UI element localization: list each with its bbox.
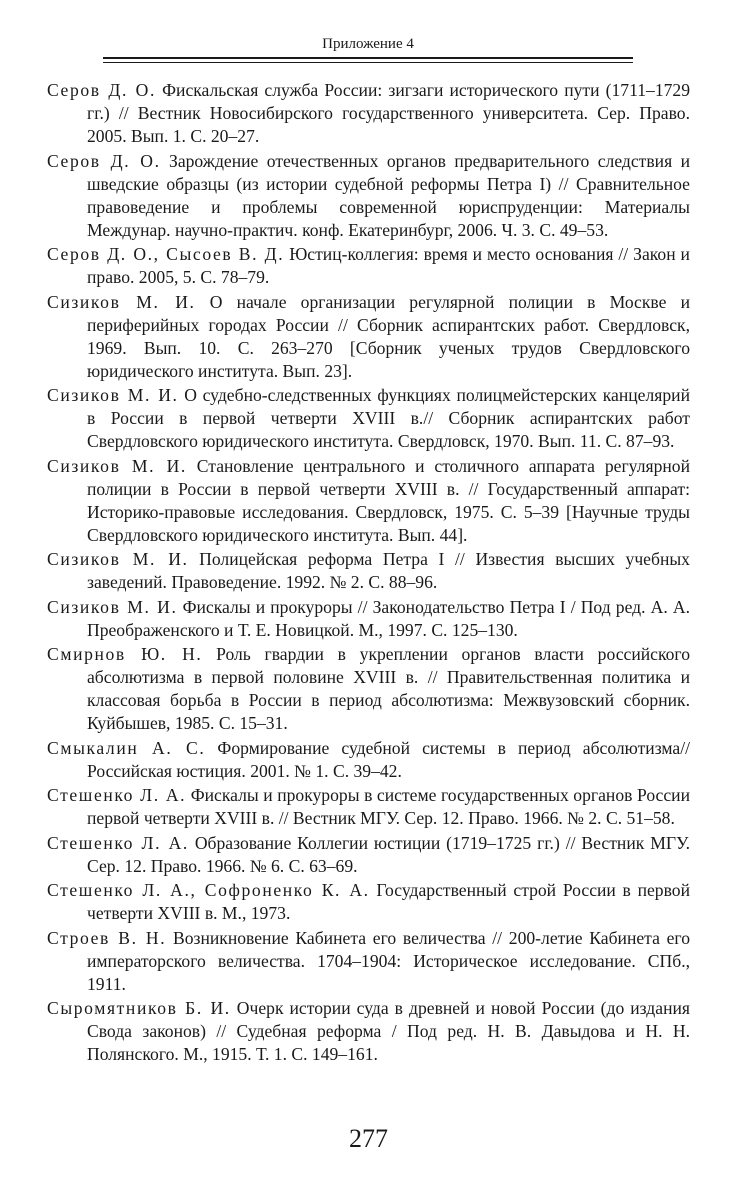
- bibliography-entry: [47, 291, 690, 383]
- entry-text: Фискалы и прокуроры в системе государственных органов России первой четверти XVIII в. // Вестник МГУ. Сер. 12. Право. 1966. № 2. С. 51–58.: [87, 785, 691, 828]
- entry-author: Серов Д. О.: [47, 80, 156, 100]
- entry-text: Образование Коллегии юстиции (1719–1725 гг.) // Вестник МГУ. Сер. 12. Право. 1966. № 6. С. 63–69.: [87, 832, 691, 876]
- entry-text: Зарождение отечественных органов предварительного следствия и шведские образцы (из истории судебной реформы Петра I) // Сравнительное правоведение и проблемы современной юриспруденции: Материалы Междунар. научно-практич. конф. Екатеринбург, 2006. Ч. 3. С. 49–53.: [87, 150, 690, 240]
- bibliography-entry: [47, 737, 690, 783]
- bibliography-entry: [47, 455, 690, 547]
- bibliography-entry: [47, 384, 690, 453]
- entry-text: Юстиц-коллегия: время и место основания // Закон и право. 2005, 5. С. 78–79.: [87, 244, 690, 287]
- entry-text: Полицейская реформа Петра I // Известия высших учебных заведений. Правоведение. 1992. № 2. С. 88–96.: [87, 549, 690, 592]
- running-header: Приложение 4: [322, 36, 414, 52]
- bibliography-list: [47, 79, 690, 1068]
- page-number: 277: [349, 1124, 388, 1153]
- header-rule-thin: [103, 62, 633, 63]
- bibliography-entry: [47, 997, 690, 1066]
- entry-author: Сизиков М. И.: [47, 455, 187, 476]
- bibliography-entry: [47, 927, 690, 996]
- entry-author: Сизиков М. И.: [47, 549, 189, 569]
- entry-author: Серов Д. О.: [47, 150, 161, 171]
- header-rule: [103, 57, 633, 59]
- entry-author: Стешенко Л. А.: [47, 785, 187, 805]
- entry-author: Сизиков М. И.: [47, 596, 178, 617]
- entry-author: Смирнов Ю. Н.: [47, 644, 203, 664]
- bibliography-entry: [47, 596, 690, 642]
- entry-author: Сыромятников Б. И.: [47, 998, 231, 1018]
- entry-text: Фискалы и прокуроры // Законодательство Петра I / Под ред. А. А. Преображенского и Т. Е. Новицкой. М., 1997. С. 125–130.: [87, 596, 690, 640]
- entry-text: Формирование судебной системы в период абсолютизма// Российская юстиция. 2001. № 1. С. 39–42.: [87, 737, 690, 781]
- bibliography-entry: [47, 879, 690, 925]
- entry-text: Возникновение Кабинета его величества // 200-летие Кабинета его императорского величества. 1704–1904: Историческое исследование. СПб., 1911.: [87, 927, 690, 994]
- entry-text: Становление центрального и столичного аппарата регулярной полиции в России в первой четверти XVIII в. // Государственный аппарат: Историко-правовые исследования. Свердловск, 1975. С. 5–39 [Научные труды Свердловского юридического института. Вып. 44].: [87, 455, 690, 545]
- bibliography-entry: [47, 643, 690, 735]
- entry-author: Сизиков М. И.: [47, 385, 179, 405]
- entry-author: Строев В. Н.: [47, 927, 167, 948]
- bibliography-entry: [47, 784, 690, 830]
- entry-text: Государственный строй России в первой четверти XVIII в. М., 1973.: [87, 880, 690, 923]
- entry-author: Серов Д. О., Сысоев В. Д.: [47, 244, 285, 264]
- entry-text: О судебно-следственных функциях полицмейстерских канцелярий в России в первой четверти XVIII в.// Сборник аспирантских работ Свердловского юридического института. Свердловск, 1970. Вып. 11. С. 87–93.: [87, 385, 690, 451]
- bibliography-entry: [47, 79, 690, 148]
- entry-author: Смыкалин А. С.: [47, 737, 206, 758]
- bibliography-entry: [47, 832, 690, 878]
- bibliography-entry: [47, 548, 690, 594]
- entry-text: Фискальская служба России: зигзаги исторического пути (1711–1729 гг.) // Вестник Новосибирского государственного университета. Сер. Право. 2005. Вып. 1. С. 20–27.: [87, 80, 691, 146]
- entry-author: Сизиков М. И.: [47, 291, 196, 312]
- entry-author: Стешенко Л. А., Софроненко К. А.: [47, 880, 370, 900]
- entry-text: Очерк истории суда в древней и новой России (до издания Свода законов) // Судебная реформа / Под ред. Н. В. Давыдова и Н. Н. Полянского. М., 1915. Т. 1. С. 149–161.: [87, 998, 690, 1064]
- entry-text: Роль гвардии в укреплении органов власти российского абсолютизма в первой половине XVIII в. // Правительственная политика и классовая борьба в России в период абсолютизма: Межвузовский сборник. Куйбышев, 1985. С. 15–31.: [87, 644, 690, 733]
- entry-author: Стешенко Л. А.: [47, 832, 189, 853]
- bibliography-entry: [47, 150, 690, 242]
- bibliography-entry: [47, 243, 690, 289]
- entry-text: О начале организации регулярной полиции в Москве и периферийных городах России // Сборник аспирантских работ. Свердловск, 1969. Вып. 10. С. 263–270 [Сборник ученых трудов Свердловского юридического института. Вып. 23].: [87, 291, 691, 381]
